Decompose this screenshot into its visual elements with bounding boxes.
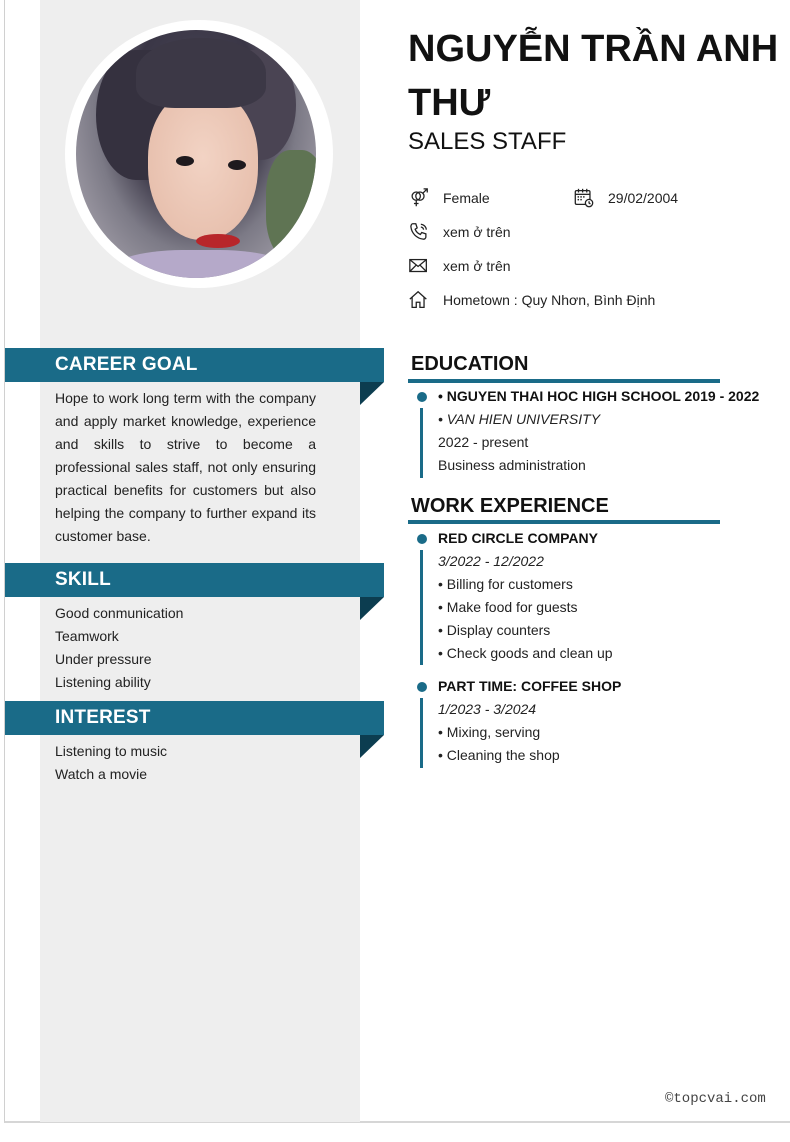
education-title: EDUCATION bbox=[411, 353, 529, 375]
job-task: • Cleaning the shop bbox=[438, 747, 560, 763]
skill-item: Teamwork bbox=[55, 628, 119, 644]
interest-title: INTEREST bbox=[55, 707, 151, 728]
education-major: Business administration bbox=[438, 457, 586, 473]
career-goal-title: CAREER GOAL bbox=[55, 354, 198, 375]
watermark: ©topcvai.com bbox=[665, 1091, 766, 1107]
section-header-interest bbox=[5, 701, 384, 735]
timeline-dot bbox=[417, 392, 427, 402]
phone-value: xem ở trên bbox=[443, 224, 511, 240]
section-header-career-goal bbox=[5, 348, 384, 382]
candidate-name: NGUYỄN TRẦN ANH THƯ bbox=[408, 28, 779, 124]
home-icon bbox=[408, 289, 430, 311]
gender-icon bbox=[408, 187, 430, 209]
ribbon-fold bbox=[360, 382, 384, 405]
contact-gender bbox=[408, 186, 490, 210]
phone-icon bbox=[408, 221, 430, 243]
work-rule bbox=[408, 520, 720, 524]
skill-item: Listening ability bbox=[55, 674, 151, 690]
contact-address bbox=[408, 288, 655, 312]
contact-birthday bbox=[573, 186, 678, 210]
education-rule bbox=[408, 379, 720, 383]
calendar-icon bbox=[573, 187, 595, 209]
gender-value: Female bbox=[443, 190, 490, 206]
ribbon-fold bbox=[360, 735, 384, 758]
job-task: • Make food for guests bbox=[438, 599, 578, 615]
job-task: • Mixing, serving bbox=[438, 724, 541, 740]
job-period: 3/2022 - 12/2022 bbox=[438, 553, 544, 569]
work-title: WORK EXPERIENCE bbox=[411, 495, 609, 517]
email-value: xem ở trên bbox=[443, 258, 511, 274]
avatar bbox=[76, 30, 316, 278]
candidate-role: SALES STAFF bbox=[408, 128, 567, 155]
birthday-value: 29/02/2004 bbox=[608, 190, 679, 206]
skill-item: Good conmunication bbox=[55, 605, 184, 621]
timeline-line bbox=[420, 550, 423, 665]
section-header-skill bbox=[5, 563, 384, 597]
timeline-dot bbox=[417, 534, 427, 544]
education-period: 2022 - present bbox=[438, 434, 529, 450]
interest-list bbox=[55, 740, 316, 786]
contact-email bbox=[408, 254, 511, 278]
career-goal-text: Hope to work long term with the company and apply market knowledge, experience and skills to strive to become a professional sales staff, not only ensuring practical benefits for customers but also helping the company to further expand its customer base. bbox=[55, 390, 316, 544]
contact-phone bbox=[408, 220, 511, 244]
ribbon-fold bbox=[360, 597, 384, 620]
education-heading: • NGUYEN THAI HOC HIGH SCHOOL 2019 - 2022 bbox=[438, 388, 760, 404]
timeline-line bbox=[420, 408, 423, 478]
job-task: • Billing for customers bbox=[438, 576, 573, 592]
timeline-dot bbox=[417, 682, 427, 692]
education-subheading: • VAN HIEN UNIVERSITY bbox=[438, 411, 601, 427]
job-company: PART TIME: COFFEE SHOP bbox=[438, 678, 622, 694]
skill-title: SKILL bbox=[55, 569, 111, 590]
skill-list bbox=[55, 602, 316, 694]
timeline-line bbox=[420, 698, 423, 768]
address-value: Hometown : Quy Nhơn, Bình Định bbox=[443, 292, 656, 308]
job-company: RED CIRCLE COMPANY bbox=[438, 530, 598, 546]
interest-item: Watch a movie bbox=[55, 766, 148, 782]
mail-icon bbox=[408, 255, 430, 277]
interest-item: Listening to music bbox=[55, 743, 168, 759]
job-task: • Display counters bbox=[438, 622, 551, 638]
job-period: 1/2023 - 3/2024 bbox=[438, 701, 537, 717]
job-task: • Check goods and clean up bbox=[438, 645, 613, 661]
skill-item: Under pressure bbox=[55, 651, 152, 667]
